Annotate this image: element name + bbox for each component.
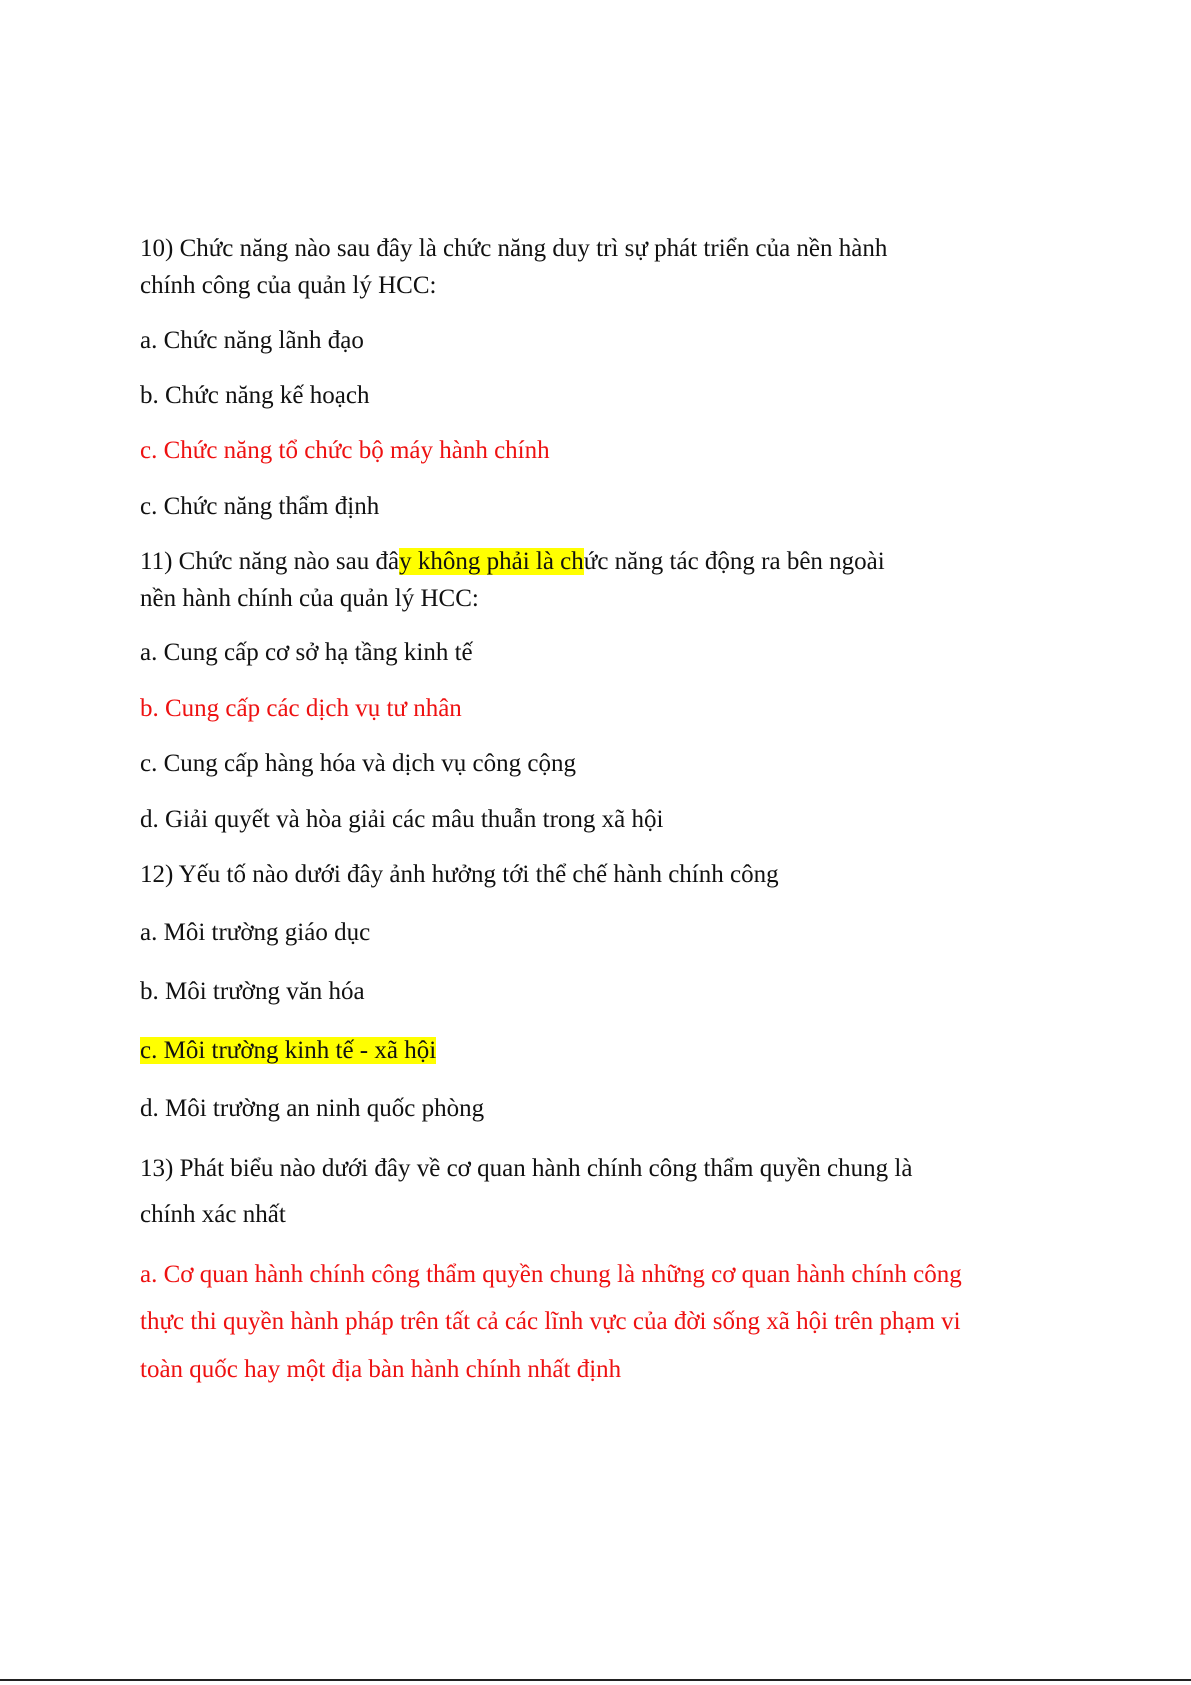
q11-text-line1: [140, 543, 885, 580]
q10-text-line2: chính công của quản lý HCC:: [140, 272, 437, 299]
q10-option-c2: c. Chức năng thẩm định: [140, 493, 380, 520]
q11-text-part2: ức năng tác động ra bên ngoài: [583, 548, 885, 575]
q10-option-b: b. Chức năng kế hoạch: [140, 382, 370, 409]
q13-answer-line2: thực thi quyền hành pháp trên tất cả các lĩnh vực của đời sống xã hội trên phạm vi: [140, 1308, 961, 1335]
q11-option-a: a. Cung cấp cơ sở hạ tầng kinh tế: [140, 639, 473, 666]
q12-option-c-answer: [140, 1032, 436, 1069]
q13-answer-line1: a. Cơ quan hành chính công thẩm quyền chung là những cơ quan hành chính công: [140, 1261, 962, 1288]
q12-highlighted-answer: c. Môi trường kinh tế - xã hội: [140, 1037, 437, 1064]
q10-option-c-answer: c. Chức năng tổ chức bộ máy hành chính: [140, 437, 550, 464]
q11-highlighted-text: y không phải là ch: [399, 548, 584, 575]
q12-text-line1: 12) Yếu tố nào dưới đây ảnh hưởng tới thể chế hành chính công: [140, 861, 779, 888]
q11-option-d: d. Giải quyết và hòa giải các mâu thuẫn trong xã hội: [140, 806, 664, 833]
q12-option-a: a. Môi trường giáo dục: [140, 919, 371, 946]
q13-answer-line3: toàn quốc hay một địa bàn hành chính nhất định: [140, 1356, 622, 1383]
q11-text-line2: nền hành chính của quản lý HCC:: [140, 585, 479, 612]
q11-option-c: c. Cung cấp hàng hóa và dịch vụ công cộng: [140, 750, 576, 777]
q11-text-part1: 11) Chức năng nào sau đâ: [140, 548, 400, 575]
q10-option-a: a. Chức năng lãnh đạo: [140, 327, 364, 354]
q10-text-line1: 10) Chức năng nào sau đây là chức năng duy trì sự phát triển của nền hành: [140, 235, 888, 262]
q13-text-line1: 13) Phát biểu nào dưới đây về cơ quan hành chính công thẩm quyền chung là: [140, 1155, 913, 1182]
q13-text-line2: chính xác nhất: [140, 1201, 286, 1228]
q12-option-d: d. Môi trường an ninh quốc phòng: [140, 1095, 485, 1122]
q12-option-b: b. Môi trường văn hóa: [140, 978, 365, 1005]
q11-option-b-answer: b. Cung cấp các dịch vụ tư nhân: [140, 695, 462, 722]
page-bottom-divider: [0, 1679, 1191, 1681]
